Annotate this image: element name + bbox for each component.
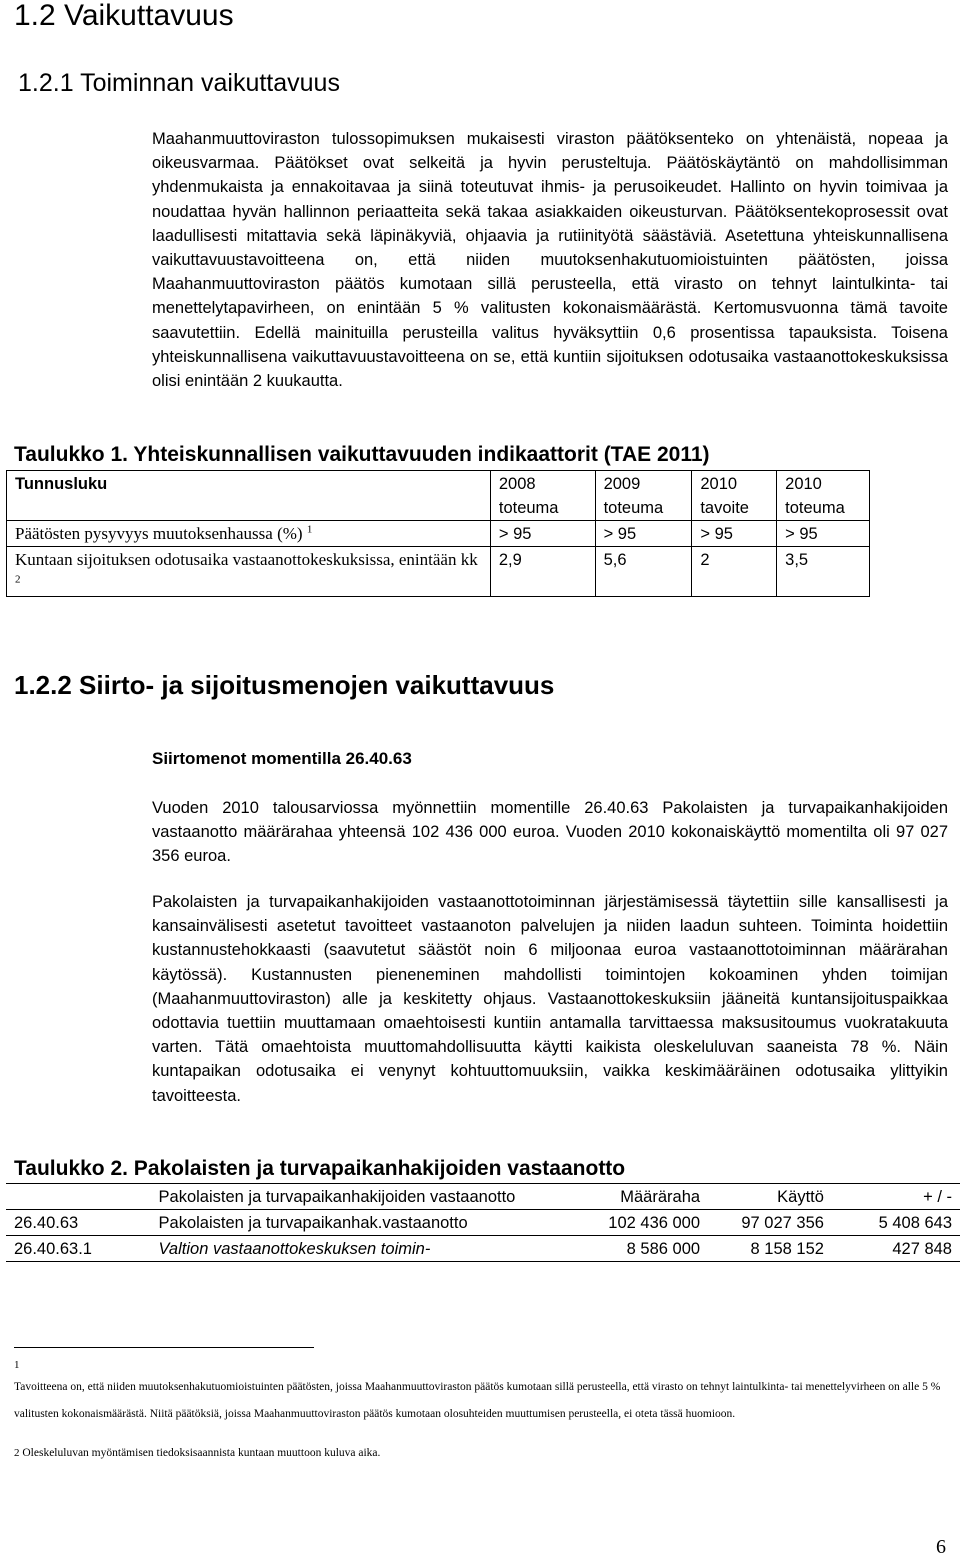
- footnote-number: 1: [14, 1359, 20, 1371]
- table-cell: 5 408 643: [832, 1210, 960, 1236]
- footnote-ref: 2: [15, 573, 21, 586]
- table-cell: Pakolaisten ja turvapaikanhak.vastaanotto: [151, 1210, 547, 1236]
- header-kind: toteuma: [785, 499, 845, 517]
- table-cell: > 95: [777, 521, 870, 547]
- section-heading: 1.2 Vaikuttavuus: [14, 0, 234, 32]
- footnote-ref: 1: [306, 523, 313, 536]
- body-paragraph: Pakolaisten ja turvapaikanhakijoiden vastaanottotoiminnan järjestämisessä täytettiin sille kansallisesti ja kansainvälisesti asetetut tavoitteet vastaanoton palvelujen ja niiden laadun suhteen. Toiminta hoidettiin kustannustehokkaasti (saavutetut säästöt noin 6 miljoonaa euroa vastaanottotoiminnan määrärahan käytössä). Kustannusten pieneneminen mahdollisti toimintojen kokoaminen yhden toimijan (Maahanmuuttoviraston) alle ja keskitetty ohjaus. Vastaanottokeskuksiin jääneitä kuntansijoituspaikkaa odottavia tuettiin muuttamaan omaehtoisesti kuntiin antamalla tarvittaessa maksusitoumus vuokratakuuta varten. Tätä omaehtoista muuttomahdollisuutta käytti kaikista oleskeluluvan saaneista 78 %. Näin kuntapaikan odotusaika ei venynyt kohtuuttomuuksiin, vaikka keskimääräinen odotusaika ylittyikin tavoitteesta.: [152, 893, 948, 1105]
- table-cell: 2,9: [490, 547, 595, 597]
- header-kind: tavoite: [700, 499, 749, 517]
- table-header-cell: [6, 1184, 151, 1210]
- table-header-cell: [777, 471, 870, 521]
- header-year: 2008: [498, 475, 536, 493]
- table-header-cell: [692, 471, 777, 521]
- table-cell: > 95: [595, 521, 692, 547]
- row-label-text: Kuntaan sijoituksen odotusaika vastaanottokeskuksissa, enintään kk: [15, 550, 478, 569]
- body-paragraph: Vuoden 2010 talousarviossa myönnettiin momentille 26.40.63 Pakolaisten ja turvapaikanhakijoiden vastaanotto määrärahaa yhteensä 102 436 000 euroa. Vuoden 2010 kokonaiskäyttö momentilta oli 97 027 356 euroa.: [152, 799, 948, 866]
- table-cell: 5,6: [595, 547, 692, 597]
- header-kind: toteuma: [498, 499, 559, 517]
- table-header-cell: [595, 471, 692, 521]
- table-header-cell: + / -: [832, 1184, 960, 1210]
- table-header-cell: Käyttö: [708, 1184, 832, 1210]
- table-row: [6, 1236, 960, 1262]
- footnote-number: 2: [14, 1447, 20, 1459]
- body-paragraph: Maahanmuuttoviraston tulossopimuksen mukaisesti viraston päätöksenteko on yhtenäistä, nopeaa ja oikeusvarmaa. Päätökset ovat selkeitä ja hyvin perusteltuja. Päätöskäytäntö on mahdollisimman yhdenmukaista ja ennakoitavaa ja siinä toteutuvat ihmis- ja perusoikeudet. Hallinto on hyvin toimivaa ja noudattaa hyvän hallinnon periaatteita sekä takaa asiakkaiden oikeusturvan. Päätöksentekoprosessit ovat laadullisesti mitattavia sekä läpinäkyviä, ohjaavia ja rutiinityötä säästäviä. Asetettuna yhteiskunnallisena vaikuttavuustavoitteena on, että niiden muutoksenhakutuomioistuinten päätösten, joissa Maahanmuuttoviraston päätös kumotaan sillä perusteella, että virasto on tehnyt laintulkinta- tai menettelytapavirheen, on enintään 5 % valitusten kokonaismäärästä. Kertomusvuonna tämä tavoite saavutettiin. Edellä mainituilla perusteilla valitus hyväksyttiin 0,6 prosentissa tapauksista. Toisena yhteiskunnallisena vaikuttavuustavoitteena on se, että kuntiin sijoituksen odotusaika vastaanottokeskuksissa olisi enintään 2 kuukautta.: [152, 130, 948, 391]
- table-row: [7, 547, 870, 597]
- table-caption: Taulukko 2. Pakolaisten ja turvapaikanhakijoiden vastaanotto: [14, 1157, 626, 1180]
- subsection-heading: 1.2.1 Toiminnan vaikuttavuus: [18, 69, 340, 97]
- table-header-cell: [490, 471, 595, 521]
- header-year: 2010: [700, 475, 738, 493]
- table-cell: 97 027 356: [708, 1210, 832, 1236]
- table-row: [7, 521, 870, 547]
- table-cell: 2: [692, 547, 777, 597]
- table-cell: > 95: [490, 521, 595, 547]
- table-cell: 8 158 152: [708, 1236, 832, 1262]
- paragraph-subheading: Siirtomenot momentilla 26.40.63: [152, 749, 412, 768]
- table-cell: 26.40.63: [6, 1210, 151, 1236]
- table-header-cell: Pakolaisten ja turvapaikanhakijoiden vastaanotto: [151, 1184, 547, 1210]
- table-cell: > 95: [692, 521, 777, 547]
- table-cell: 3,5: [777, 547, 870, 597]
- table-cell: 102 436 000: [547, 1210, 708, 1236]
- table-cell: Valtion vastaanottokeskuksen toimin-: [151, 1236, 547, 1262]
- row-label-text: Päätösten pysyvyys muutoksenhaussa (%): [15, 524, 303, 543]
- footnote-divider: [14, 1347, 314, 1348]
- table-row-label: [7, 547, 491, 597]
- table-header-cell: Määräraha: [547, 1184, 708, 1210]
- footnote: [14, 1446, 944, 1460]
- table-caption: Taulukko 1. Yhteiskunnallisen vaikuttavuuden indikaattorit (TAE 2011): [14, 443, 710, 466]
- appropriation-table: [6, 1183, 960, 1262]
- table-header-row: [7, 471, 870, 521]
- table-cell: 26.40.63.1: [6, 1236, 151, 1262]
- footnote-text: Tavoitteena on, että niiden muutoksenhakutuomioistuinten päätösten, joissa Maahanmuuttoviraston päätös kumotaan sillä perusteella, että virasto on tehnyt laintulkinta- tai menettelyvirheen on alle 5 % valitusten kokonaismäärästä. Niitä päätöksiä, joissa Maahanmuuttoviraston päätös kumotaan olosuhteiden muuttumisen perusteella, ei oteta tässä huomioon.: [14, 1381, 941, 1420]
- header-kind: toteuma: [603, 499, 664, 517]
- table-row: [6, 1210, 960, 1236]
- table-header-cell: Tunnusluku: [7, 471, 491, 521]
- table-header-row: [6, 1184, 960, 1210]
- header-year: 2010: [785, 475, 822, 493]
- subsection-heading: 1.2.2 Siirto- ja sijoitusmenojen vaikuttavuus: [14, 670, 555, 700]
- table-row-label: [7, 521, 491, 547]
- header-year: 2009: [603, 475, 641, 493]
- table-cell: 427 848: [832, 1236, 960, 1262]
- footnote: [14, 1358, 944, 1428]
- table-cell: 8 586 000: [547, 1236, 708, 1262]
- footnote-text: Oleskeluluvan myöntämisen tiedoksisaannista kuntaan muuttoon kuluva aika.: [22, 1447, 381, 1459]
- indicator-table: [6, 470, 870, 597]
- page-number: 6: [936, 1536, 946, 1558]
